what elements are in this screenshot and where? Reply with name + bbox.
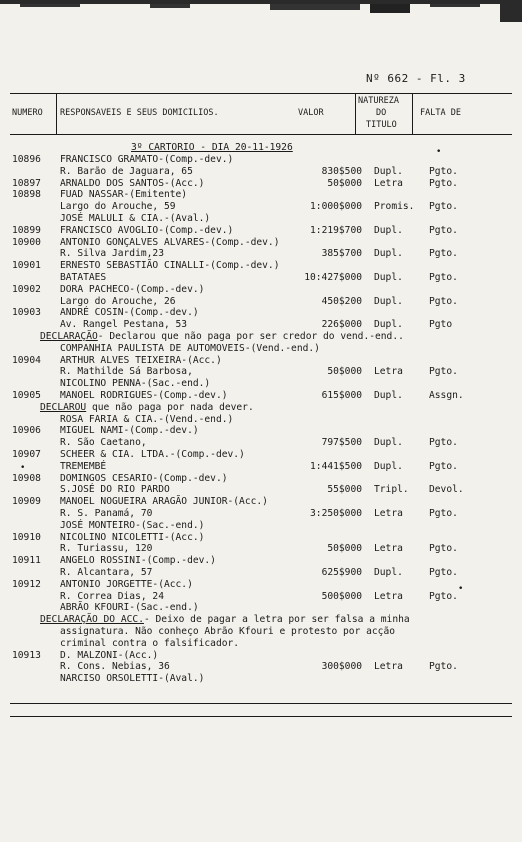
entry-text: R. Alcantara, 57 xyxy=(60,567,153,578)
entry-valor: 1:441$500 xyxy=(310,460,362,472)
entry-number: 10904 xyxy=(12,354,41,366)
cartorio-heading xyxy=(131,142,293,153)
entry-valor: 55$000 xyxy=(327,484,362,496)
entry-natureza: Letra xyxy=(374,590,403,602)
entry-number: 10901 xyxy=(12,260,41,272)
col-divider xyxy=(56,93,57,134)
entry-number: 10897 xyxy=(12,177,41,189)
entry-number: 10908 xyxy=(12,472,41,484)
declaration-text: que não paga por nada dever. xyxy=(86,401,254,413)
declaration-text: - Declarou que não paga por ser credor do vend.-end.. xyxy=(97,331,404,342)
entry-text: R. Turiassu, 120 xyxy=(60,543,153,555)
entry-natureza: Dupl. xyxy=(374,224,403,236)
entry-number: 10896 xyxy=(12,154,41,165)
declaration-label: DECLARAÇÃO xyxy=(40,331,98,342)
entry-text: NICOLINO PENNA-(Sac.-end.) xyxy=(60,378,211,390)
entry-natureza: Dupl. xyxy=(374,248,403,260)
entry-valor: 500$000 xyxy=(321,590,362,602)
entry-valor: 830$500 xyxy=(321,165,362,177)
scan-edge-noise xyxy=(0,0,522,22)
entry-number: 10905 xyxy=(12,390,41,401)
entry-falta: Pgto. xyxy=(429,165,458,177)
entry-number: 10902 xyxy=(12,283,41,295)
entry-text: Largo do Arouche, 26 xyxy=(60,295,176,307)
entry-valor: 450$200 xyxy=(321,295,362,307)
entry-natureza: Dupl. xyxy=(374,272,403,283)
entry-number: 10911 xyxy=(12,555,41,567)
entry-valor: 226$000 xyxy=(321,319,362,331)
entry-text: ARTHUR ALVES TEIXEIRA-(Acc.) xyxy=(60,354,222,366)
entry-valor: 3:250$000 xyxy=(310,508,362,519)
entry-text: ANTONIO JORGETTE-(Acc.) xyxy=(60,578,193,590)
entry-text: R. Silva Jardim,23 xyxy=(60,248,164,260)
entry-falta: Pgto. xyxy=(429,366,458,378)
entry-text: BATATAES xyxy=(60,272,107,283)
entry-text: MANOEL NOGUEIRA ARAGÃO JUNIOR-(Acc.) xyxy=(60,496,268,508)
entry-number: 10912 xyxy=(12,578,41,590)
header-valor: VALOR xyxy=(298,108,324,118)
entry-falta: Assgn. xyxy=(429,390,464,401)
entry-number: 10913 xyxy=(12,649,41,661)
entry-falta: Pgto xyxy=(429,319,453,331)
entry-falta: Pgto. xyxy=(429,567,458,578)
entry-text: JOSÉ MONTEIRO-(Sac.-end.) xyxy=(60,519,205,531)
entry-natureza: Dupl. xyxy=(374,295,403,307)
entry-valor: 10:427$000 xyxy=(304,272,362,283)
declaration-label: DECLARAÇÃO DO ACC. xyxy=(40,614,144,626)
header-top-rule xyxy=(10,93,512,94)
entry-text: R. Cons. Nebias, 36 xyxy=(60,661,170,673)
page-number: Nº 662 - Fl. 3 xyxy=(366,72,466,85)
entry-natureza: Letra xyxy=(374,366,403,378)
entry-falta: Pgto. xyxy=(429,661,458,673)
header-bottom-rule xyxy=(10,134,512,135)
entry-natureza: Dupl. xyxy=(374,567,403,578)
entry-text: R. Mathilde Sá Barbosa, xyxy=(60,366,193,378)
entry-text: D. MALZONI-(Acc.) xyxy=(60,649,159,661)
entry-text: S.JOSÉ DO RIO PARDO xyxy=(60,484,170,496)
entry-text: ANDRÉ COSIN-(Comp.-dev.) xyxy=(60,307,199,319)
header-natureza: NATUREZA xyxy=(358,96,399,106)
entry-number: 10907 xyxy=(12,449,41,460)
entry-text: ERNESTO SEBASTIÃO CINALLI-(Comp.-dev.) xyxy=(60,260,280,272)
entry-natureza: Letra xyxy=(374,177,403,189)
entry-valor: 1:000$000 xyxy=(310,201,362,213)
header-natureza-titulo: TITULO xyxy=(366,120,397,130)
entry-falta: Pgto. xyxy=(429,437,458,449)
entry-natureza: Promis. xyxy=(374,201,415,213)
entry-text: FRANCISCO AVOGLIO-(Comp.-dev.) xyxy=(60,224,234,236)
col-divider xyxy=(355,93,356,134)
col-divider xyxy=(412,93,413,134)
entry-text: TREMEMBÉ xyxy=(60,460,107,472)
entry-text: DORA PACHECO-(Comp.-dev.) xyxy=(60,283,205,295)
entry-valor: 625$900 xyxy=(321,567,362,578)
entry-natureza: Dupl. xyxy=(374,460,403,472)
entry-number: 10903 xyxy=(12,307,41,319)
header-natureza-do: DO xyxy=(376,108,387,118)
footer-rule-1 xyxy=(10,703,512,704)
declaration-line xyxy=(40,402,254,413)
entry-number: 10906 xyxy=(12,425,41,437)
entry-natureza: Tripl. xyxy=(374,484,409,496)
header-falta: FALTA DE xyxy=(420,108,461,118)
entry-falta: Pgto. xyxy=(429,590,458,602)
entry-valor: 385$700 xyxy=(321,248,362,260)
entry-valor: 797$500 xyxy=(321,437,362,449)
header-numero: NUMERO xyxy=(12,108,43,118)
entry-valor: 300$000 xyxy=(321,661,362,673)
entry-number: 10898 xyxy=(12,189,41,201)
entry-text: MANOEL RODRIGUES-(Comp.-dev.) xyxy=(60,390,228,401)
entry-number: 10910 xyxy=(12,531,41,543)
entry-falta: Pgto. xyxy=(429,295,458,307)
entry-falta: Pgto. xyxy=(429,272,458,283)
entry-text: R. Correa Dias, 24 xyxy=(60,590,164,602)
entry-falta: Pgto. xyxy=(429,460,458,472)
entry-number: 10909 xyxy=(12,496,41,508)
entry-text: JOSÉ MALULI & CIA.-(Aval.) xyxy=(60,213,211,224)
entry-text: NARCISO ORSOLETTI-(Aval.) xyxy=(60,673,205,685)
entry-natureza: Letra xyxy=(374,543,403,555)
entry-falta: Pgto. xyxy=(429,224,458,236)
entry-falta: Pgto. xyxy=(429,543,458,555)
declaration-line xyxy=(40,614,410,625)
declaration-label: DECLAROU xyxy=(40,401,87,413)
entry-natureza: Dupl. xyxy=(374,319,403,331)
entry-text: criminal contra o falsificador. xyxy=(60,637,240,649)
header-responsaveis: RESPONSAVEIS E SEUS DOMICILIOS. xyxy=(60,108,219,118)
entry-natureza: Dupl. xyxy=(374,390,403,401)
entry-text: COMPANHIA PAULISTA DE AUTOMOVEIS-(Vend.-end.) xyxy=(60,342,320,354)
footer-rule-2 xyxy=(10,716,512,717)
ink-mark: • xyxy=(458,584,464,594)
entry-text: ANGELO ROSSINI-(Comp.-dev.) xyxy=(60,555,216,567)
entry-falta: Pgto. xyxy=(429,201,458,213)
entry-valor: 1:219$700 xyxy=(310,224,362,236)
entry-natureza: Letra xyxy=(374,661,403,673)
entry-valor: 50$000 xyxy=(327,366,362,378)
entry-falta: Pgto. xyxy=(429,177,458,189)
entry-text: ANTONIO GONÇALVES ALVARES-(Comp.-dev.) xyxy=(60,236,280,248)
entry-valor: 615$000 xyxy=(321,390,362,401)
entry-text: assignatura. Não conheço Abrão Kfouri e protesto por acção xyxy=(60,626,396,637)
entry-text: ROSA FARIA & CIA.-(Vend.-end.) xyxy=(60,413,234,425)
entry-number: 10899 xyxy=(12,224,41,236)
entry-text: ABRÃO KFOURI-(Sac.-end.) xyxy=(60,602,199,614)
entry-text: Av. Rangel Pestana, 53 xyxy=(60,319,188,331)
entry-falta: Pgto. xyxy=(429,248,458,260)
entry-text: R. São Caetano, xyxy=(60,437,147,449)
entry-text: FUAD NASSAR-(Emitente) xyxy=(60,189,188,201)
entry-text: MIGUEL NAMI-(Comp.-dev.) xyxy=(60,425,199,437)
entry-text: ARNALDO DOS SANTOS-(Acc.) xyxy=(60,177,205,189)
declaration-line xyxy=(40,331,404,342)
cartorio-heading-text: 3º CARTORIO - DIA 20-11-1926 xyxy=(131,142,293,153)
entry-natureza: Dupl. xyxy=(374,437,403,449)
entry-natureza: Letra xyxy=(374,508,403,519)
entry-text: FRANCISCO GRAMATO-(Comp.-dev.) xyxy=(60,154,234,165)
entry-text: DOMINGOS CESARIO-(Comp.-dev.) xyxy=(60,472,228,484)
entry-falta: Pgto. xyxy=(429,508,458,519)
declaration-text: - Deixo de pagar a letra por ser falsa a minha xyxy=(143,614,410,626)
ink-mark: • xyxy=(20,463,26,473)
entry-natureza: Dupl. xyxy=(374,165,403,177)
entry-text: R. S. Panamá, 70 xyxy=(60,508,153,519)
entry-text: Largo do Arouche, 59 xyxy=(60,201,176,213)
entry-valor: 50$000 xyxy=(327,177,362,189)
entry-text: SCHEER & CIA. LTDA.-(Comp.-dev.) xyxy=(60,449,245,460)
entry-valor: 50$000 xyxy=(327,543,362,555)
entry-falta: Devol. xyxy=(429,484,464,496)
ink-mark: • xyxy=(436,147,442,157)
entry-number: 10900 xyxy=(12,236,41,248)
entry-text: R. Barão de Jaguara, 65 xyxy=(60,165,193,177)
entry-text: NICOLINO NICOLETTI-(Acc.) xyxy=(60,531,205,543)
